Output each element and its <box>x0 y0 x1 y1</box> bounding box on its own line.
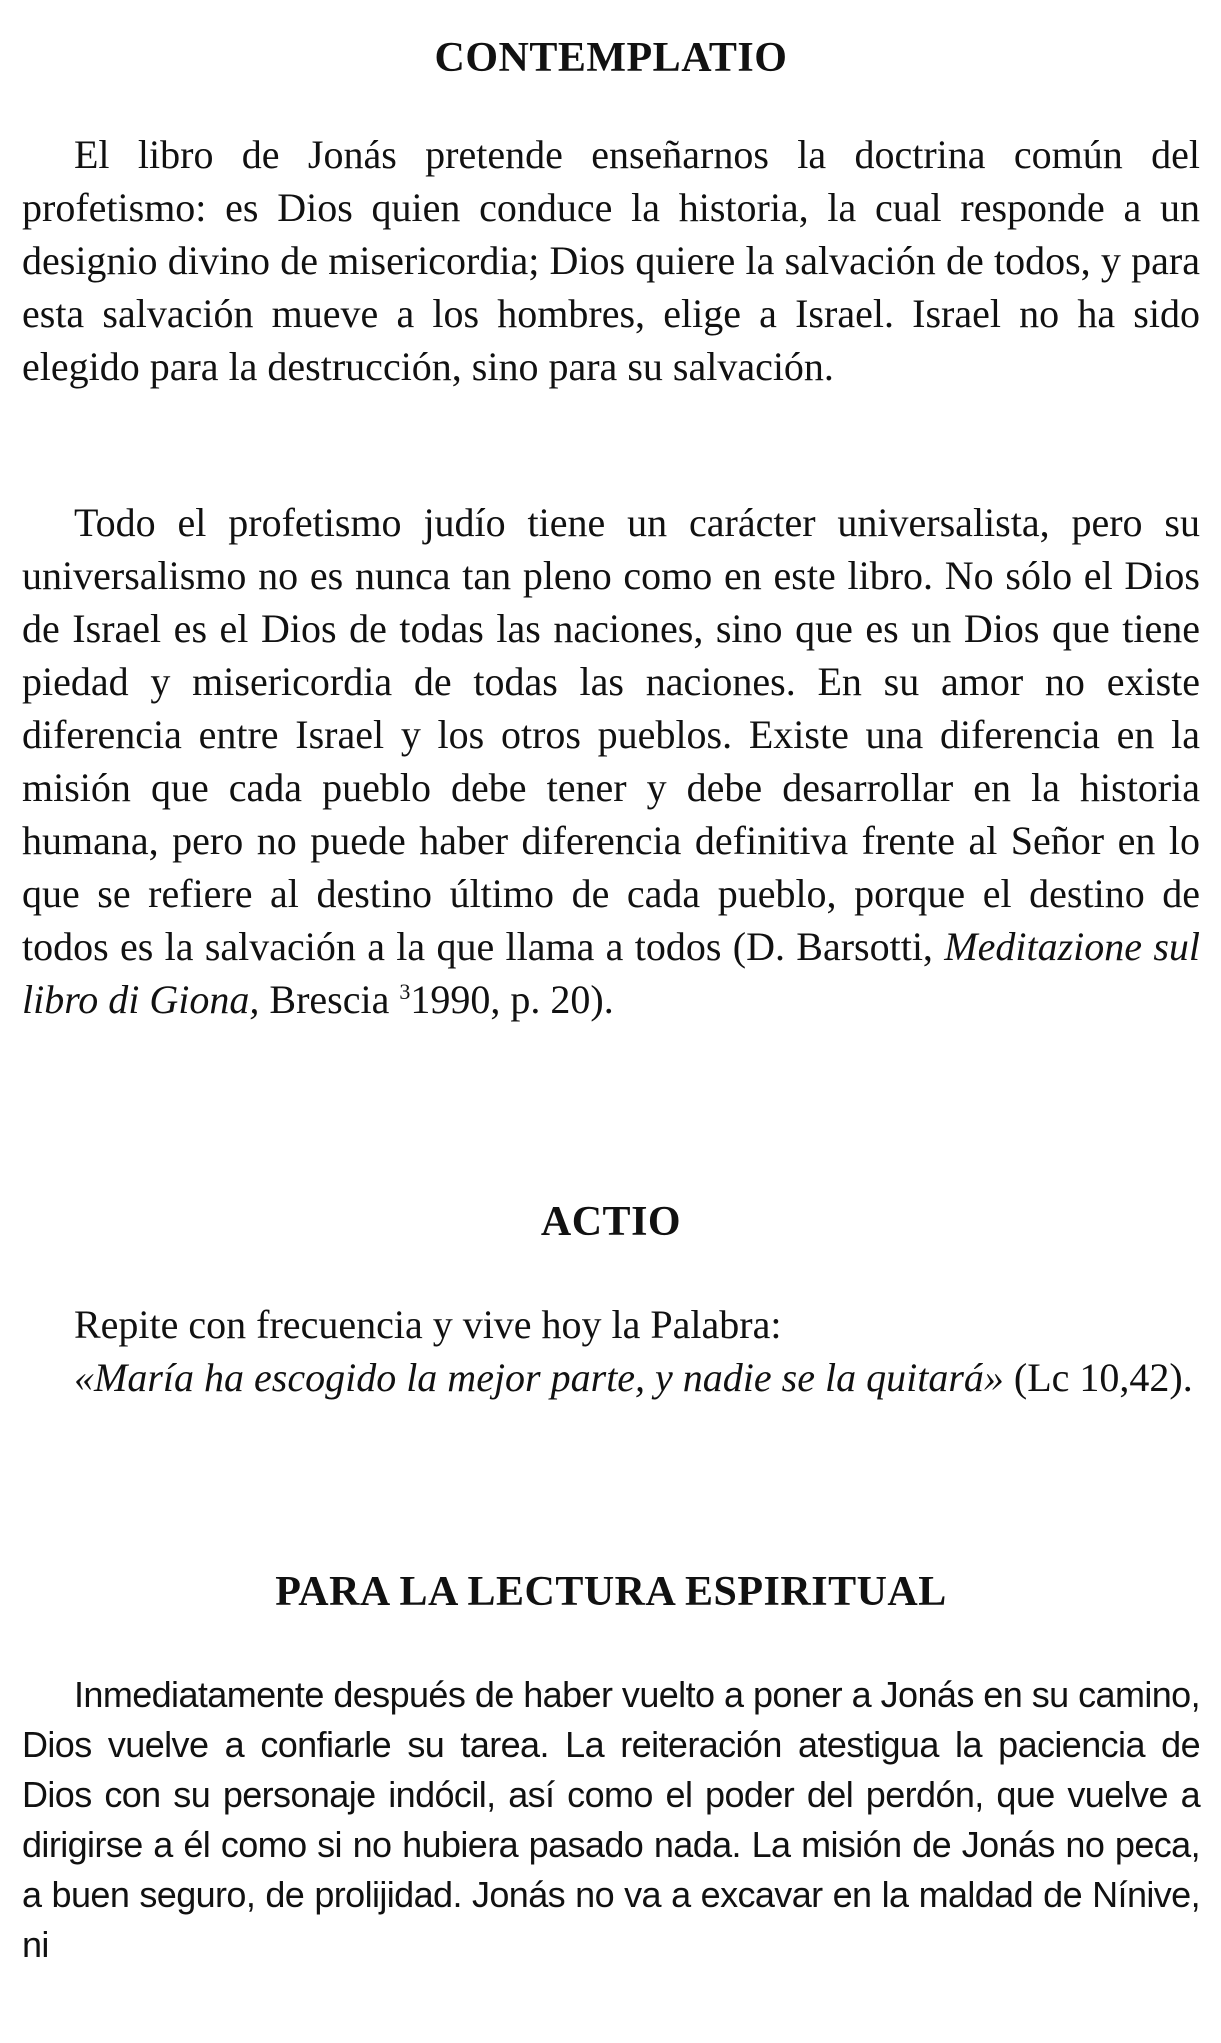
lectura-heading: PARA LA LECTURA ESPIRITUAL <box>275 1569 947 1615</box>
actio-heading: ACTIO <box>540 1199 682 1245</box>
actio-intro: Repite con frecuencia y vive hoy la Palabra: <box>74 1302 782 1347</box>
contemplatio-heading: CONTEMPLATIO <box>434 35 788 81</box>
citation-end: 1990, p. 20). <box>410 977 614 1022</box>
citation-book-title: Meditazione sul libro di Giona, <box>22 924 1200 1022</box>
lectura-paragraph-1: Inmediatamente después de haber vuelto a poner a Jonás en su camino, Dios vuelve a confiarle su tarea. La reiteración atestigua la paciencia de Dios con su personaje indócil, así como el poder del perdón, que vuelve a dirigirse a él como si no hubiera pasado nada. La misión de Jonás no peca, a buen seguro, de prolijidad. Jonás no va a excavar en la maldad de Nínive, ni <box>22 1674 1200 1965</box>
contemplatio-paragraph-1: El libro de Jonás pretende enseñarnos la doctrina común del profetismo: es Dios quien conduce la historia, la cual responde a un designio divino de misericordia; Dios quiere la salvación de todos, y para esta salvación mueve a los hombres, elige a Israel. Israel no ha sido elegido para la destrucción, sino para su salvación. <box>22 132 1200 389</box>
actio-quote-reference: (Lc 10,42). <box>1003 1355 1193 1400</box>
citation-edition: 3 <box>399 979 411 1004</box>
contemplatio-paragraph-2 <box>22 496 1200 1026</box>
actio-quote-text: «María ha escogido la mejor parte, y nadie se la quitará» <box>74 1355 1004 1400</box>
actio-quote <box>22 1351 1200 1404</box>
contemplatio-paragraph-2-text: Todo el profetismo judío tiene un carácter universalista, pero su universalismo no es nunca tan pleno como en este libro. No sólo el Dios de Israel es el Dios de todas las naciones, sino que es un Dios que tiene piedad y misericordia de todas las naciones. En su amor no existe diferencia entre Israel y los otros pueblos. Existe una diferencia en la misión que cada pueblo debe tener y debe desarrollar en la historia humana, pero no puede haber diferencia definitiva frente al Señor en lo que se refiere al destino último de cada pueblo, porque el destino de todos es la salvación a la que llama a todos (D. Barsotti, <box>22 500 1200 969</box>
citation-place: Brescia <box>259 977 400 1022</box>
